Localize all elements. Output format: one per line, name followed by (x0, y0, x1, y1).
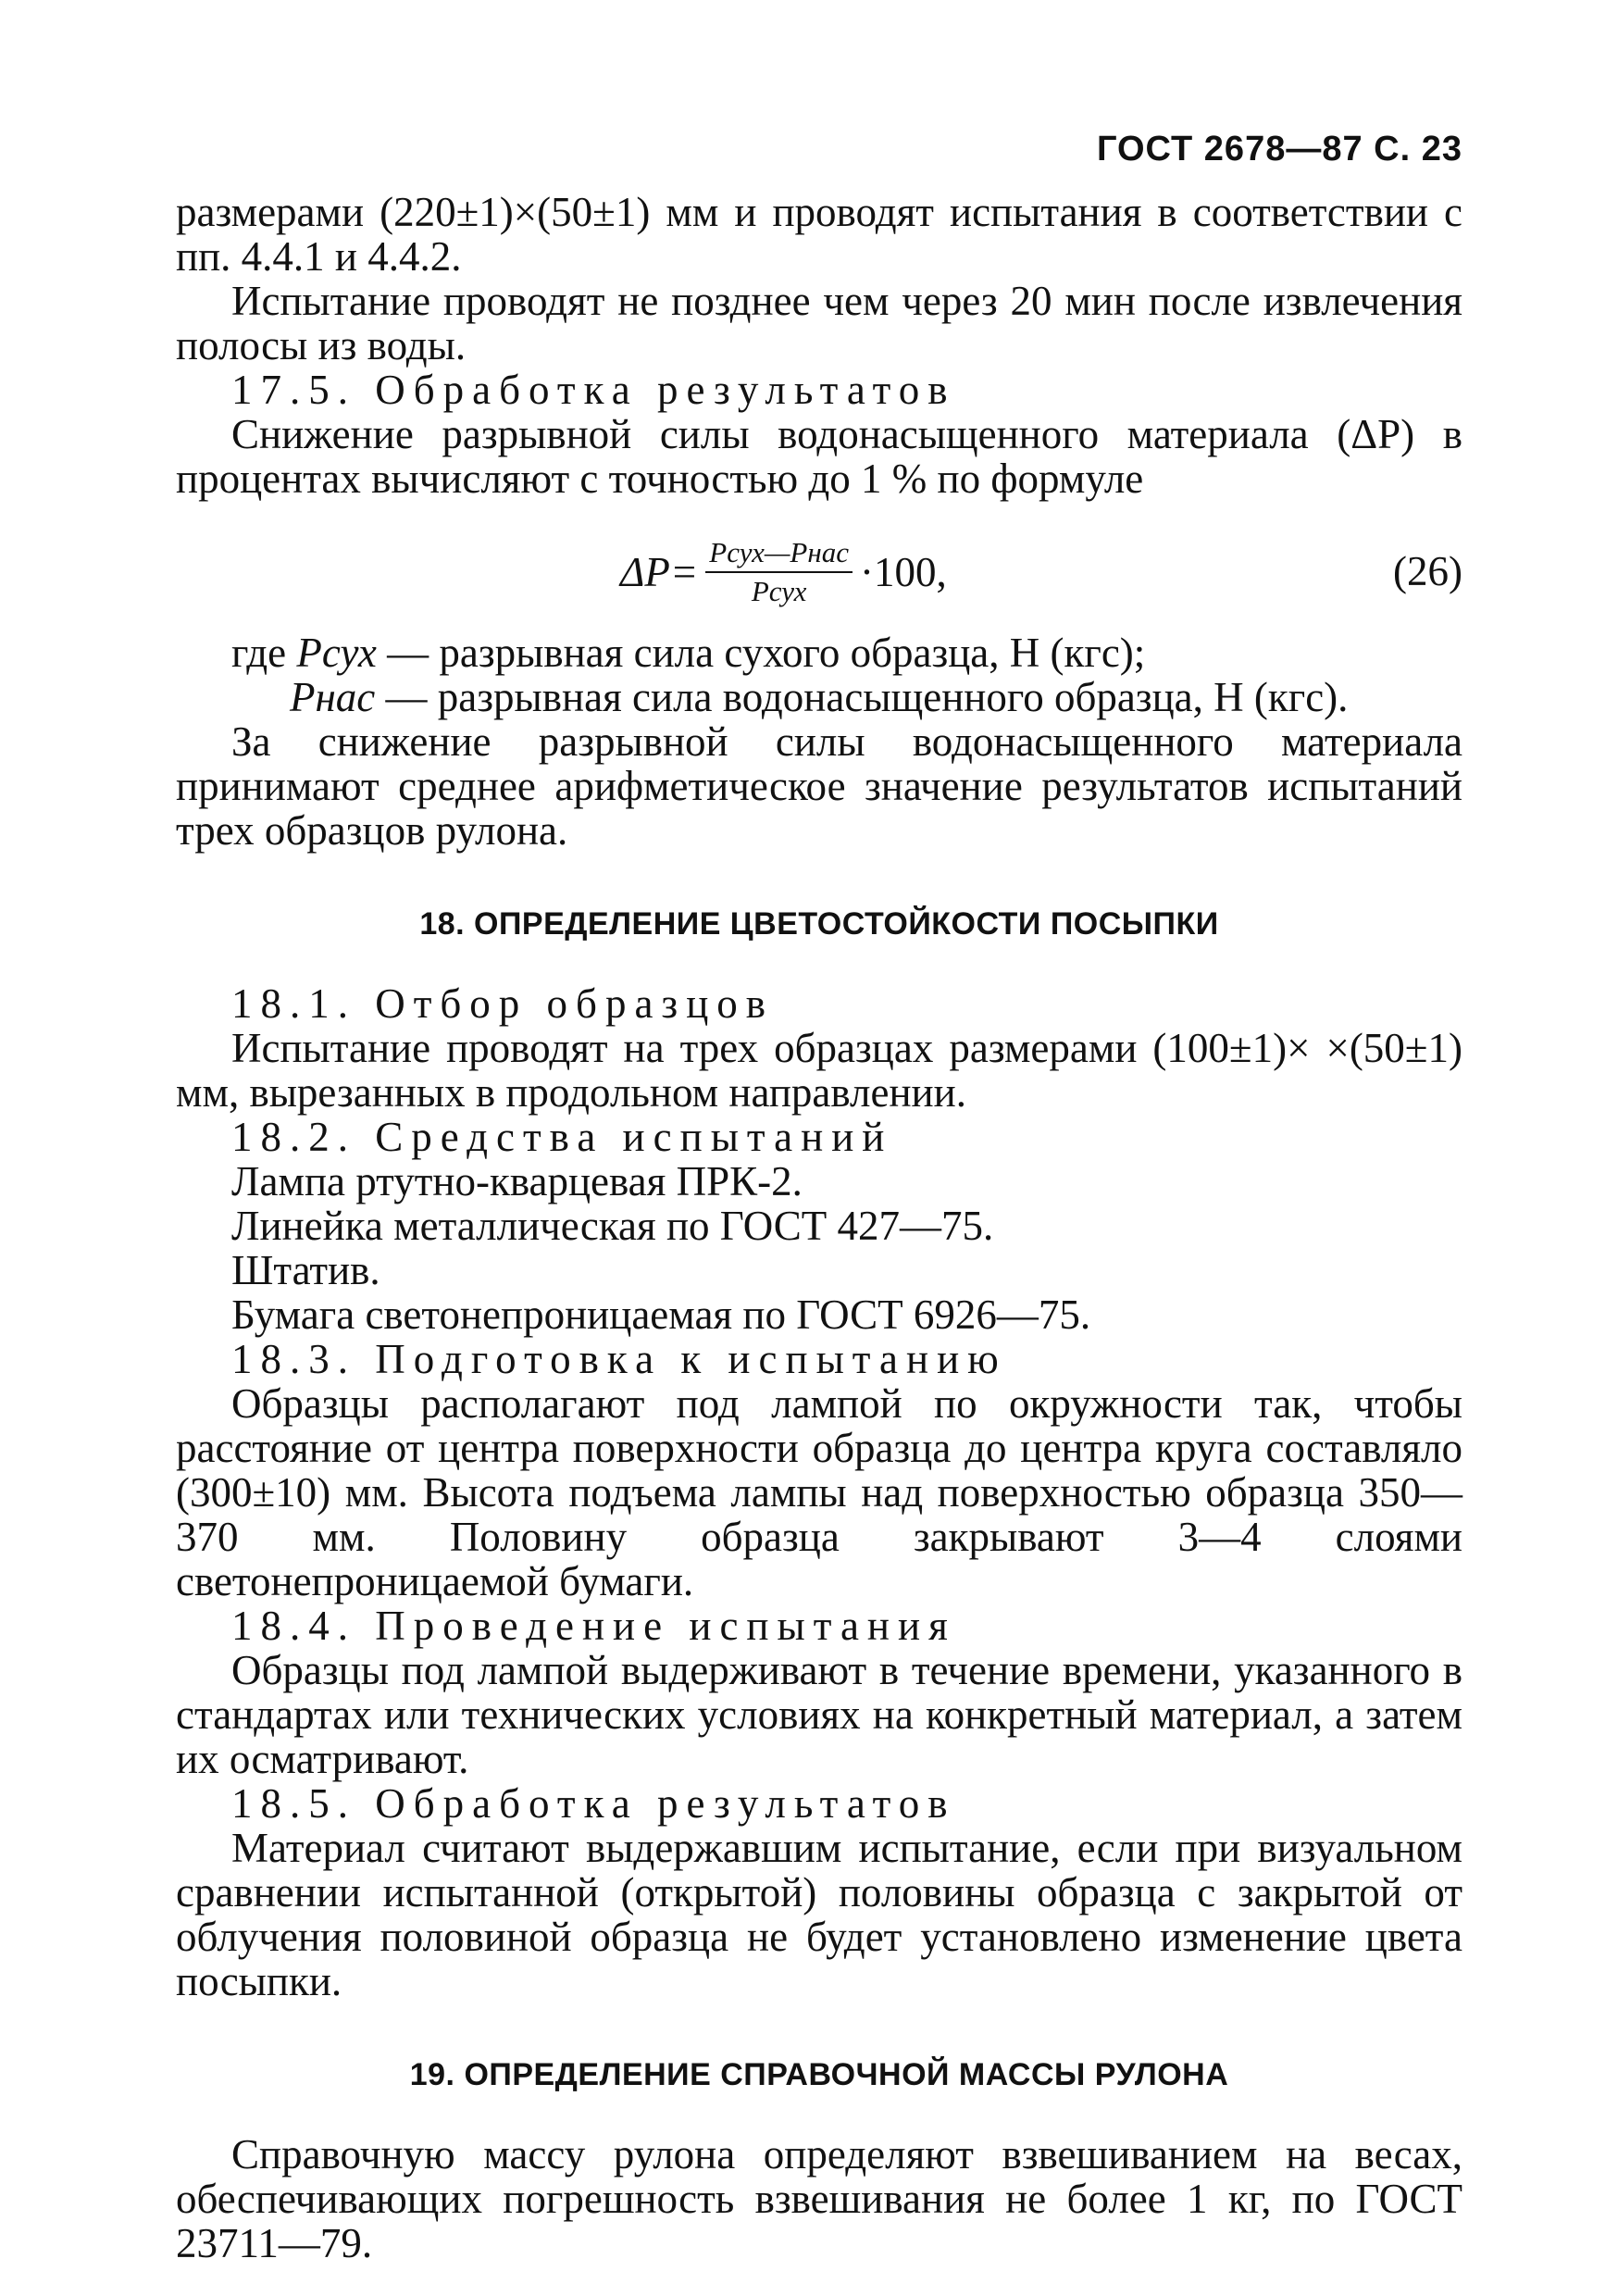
formula-numerator: Pсух—Pнас (705, 536, 853, 573)
paragraph-18-1: Испытание проводят на трех образцах размерами (100±1)× ×(50±1) мм, вырезанных в продольном направлении. (176, 1025, 1462, 1116)
paragraph-18-3: Образцы располагают под лампой по окружности так, чтобы расстояние от центра поверхности образца до центра круга составляло (300±10) мм. Высота подъема лампы над поверхностью образца 350—370 мм. Половину образца закрывают 3—4 слоями светонепроницаемой бумаги. (176, 1380, 1462, 1604)
equipment-item-stand: Штатив. (231, 1247, 380, 1293)
document-page (176, 130, 1462, 2265)
where-text-dry: — разрывная сила сухого образца, Н (кгс); (387, 630, 1146, 676)
formula-lhs: ΔP= (620, 549, 699, 595)
where-line-saturated (290, 675, 1462, 719)
running-header: ГОСТ 2678—87 С. 23 (1096, 130, 1462, 168)
where-prefix: где (231, 630, 297, 676)
formula-block (176, 521, 1462, 623)
formula-denominator: Pсух (751, 575, 807, 607)
paragraph-average: За снижение разрывной силы водонасыщенного материала принимают среднее арифметическое значение результатов испытаний трех образцов рулона. (176, 718, 1462, 854)
subsection-heading-18-1: 18.1. Отбор образцов (231, 980, 775, 1027)
paragraph-19: Справочную массу рулона определяют взвешиванием на весах, обеспечивающих погрешность взвешивания не более 1 кг, по ГОСТ 23711—79. (176, 2131, 1462, 2266)
where-line-dry (231, 630, 1462, 675)
paragraph-test-timing: Испытание проводят не позднее чем через 20 мин после извлечения полосы из воды. (176, 278, 1462, 368)
formula-26 (620, 521, 947, 623)
subsection-heading-18-5: 18.5. Обработка результатов (231, 1780, 956, 1827)
formula-number: (26) (1393, 548, 1462, 594)
equipment-item-ruler: Линейка металлическая по ГОСТ 427—75. (231, 1203, 994, 1249)
subsection-heading-18-3: 18.3. Подготовка к испытанию (231, 1336, 1007, 1382)
section-heading-19: 19. ОПРЕДЕЛЕНИЕ СПРАВОЧНОЙ МАССЫ РУЛОНА (409, 2057, 1229, 2092)
subsection-heading-18-2: 18.2. Средства испытаний (231, 1114, 893, 1160)
equipment-item-lamp: Лампа ртутно-кварцевая ПРК-2. (231, 1158, 803, 1204)
subsection-heading-17-5: 17.5. Обработка результатов (231, 367, 956, 413)
paragraph-formula-intro: Снижение разрывной силы водонасыщенного материала (ΔР) в процентах вычисляют с точностью до 1 % по формуле (176, 411, 1462, 502)
paragraph-18-5: Материал считают выдержавшим испытание, если при визуальном сравнении испытанной (открытой) половины образца с закрытой от облучения половиной образца не будет установлено изменение цвета посыпки. (176, 1825, 1462, 2004)
formula-fraction (705, 536, 853, 608)
where-symbol-dry: Pсух (296, 630, 377, 676)
section-heading-18: 18. ОПРЕДЕЛЕНИЕ ЦВЕТОСТОЙКОСТИ ПОСЫПКИ (419, 906, 1219, 942)
paragraph-sample-size: размерами (220±1)×(50±1) мм и проводят испытания в соответствии с пп. 4.4.1 и 4.4.2. (176, 189, 1462, 280)
subsection-heading-18-4: 18.4. Проведение испытания (231, 1603, 956, 1649)
where-symbol-saturated: Pнас (290, 674, 376, 720)
equipment-item-paper: Бумага светонепроницаемая по ГОСТ 6926—75. (231, 1292, 1091, 1338)
paragraph-18-4: Образцы под лампой выдерживают в течение времени, указанного в стандартах или технических условиях на конкретный материал, а затем их осматривают. (176, 1647, 1462, 1782)
formula-rhs: ·100, (860, 549, 947, 595)
where-text-saturated: — разрывная сила водонасыщенного образца, Н (кгс). (385, 674, 1349, 720)
